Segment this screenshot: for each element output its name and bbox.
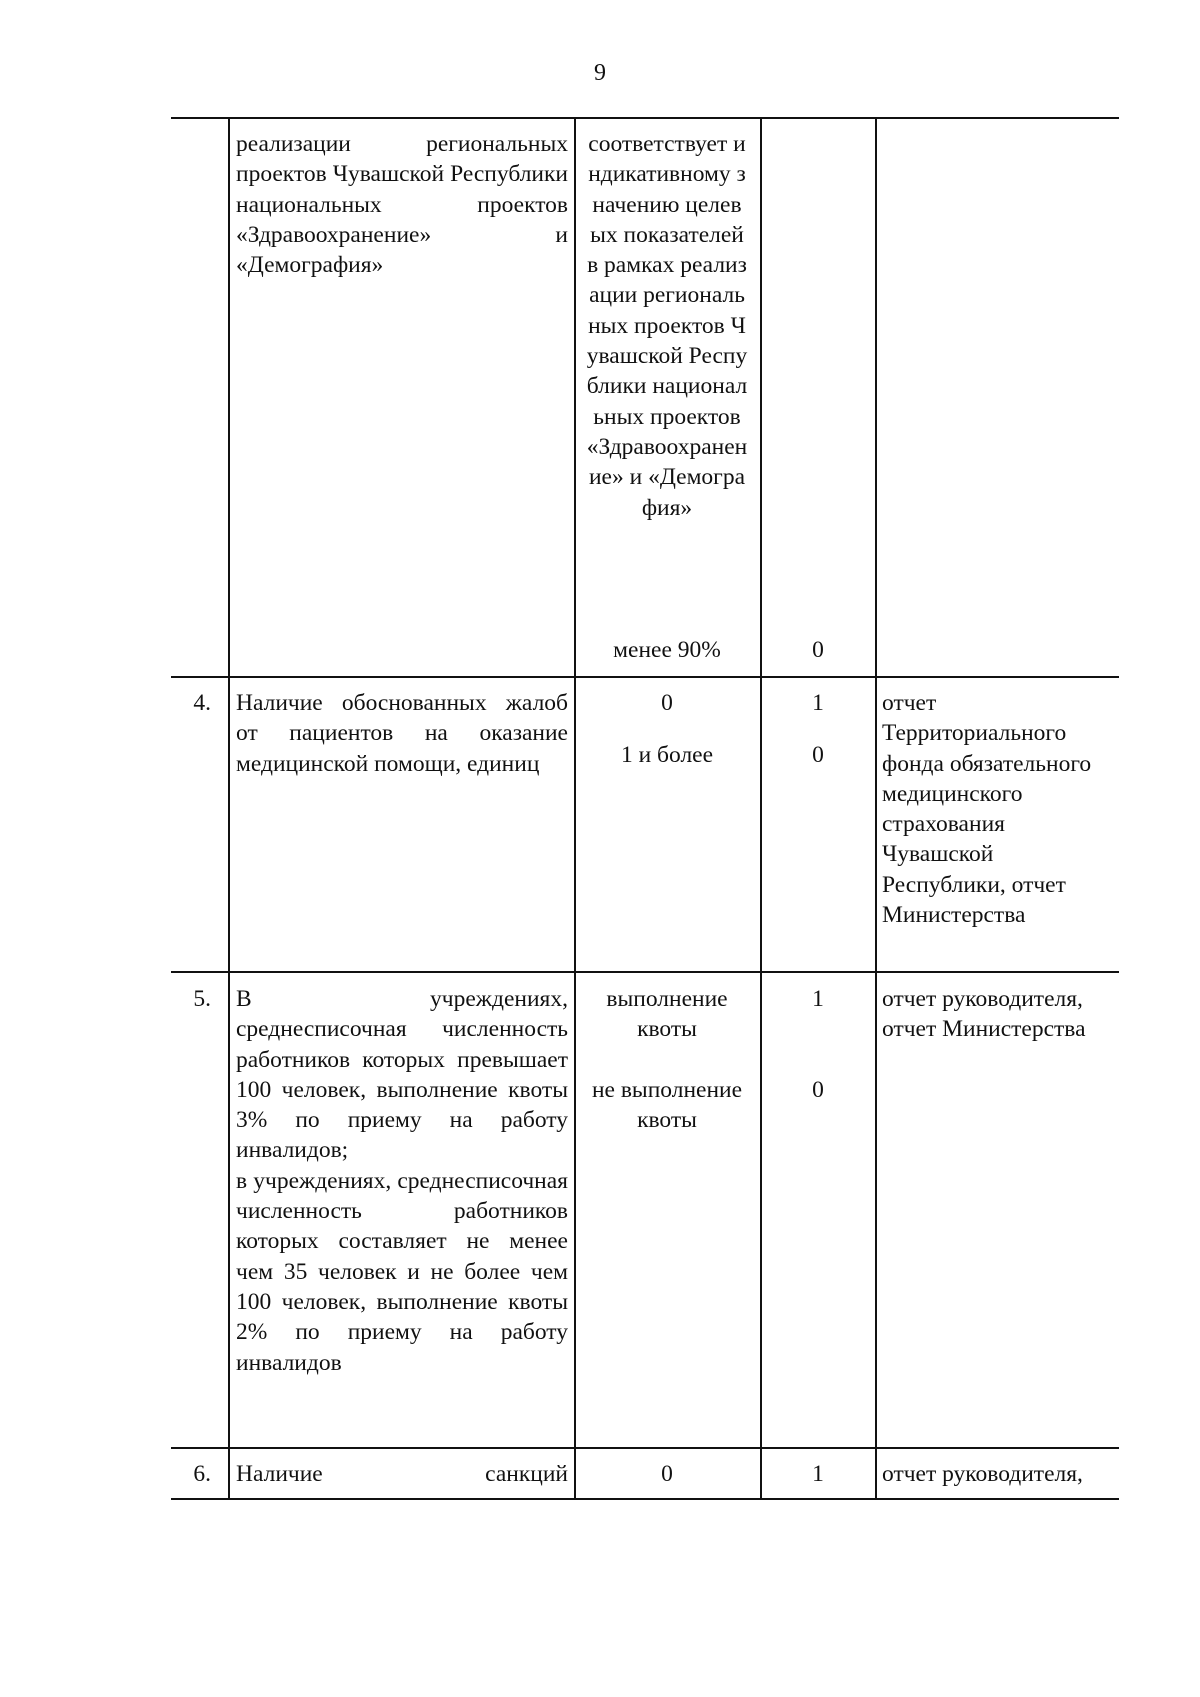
value-text: 1 и более [620, 742, 714, 768]
criterion-word: Наличие [236, 1461, 323, 1487]
table-top-border [171, 117, 1119, 119]
column-divider [875, 117, 877, 1500]
column-divider [760, 117, 762, 1500]
value-text: не выполнение квоты [591, 1077, 743, 1134]
source-text: отчет руководителя, отчет Министерства [882, 986, 1086, 1043]
column-divider [574, 117, 576, 1500]
points-text: 1 [812, 1461, 824, 1487]
page-number: 9 [594, 60, 606, 86]
points-text: 0 [812, 1077, 824, 1103]
value-text: менее 90% [613, 637, 721, 663]
criterion-text [236, 1459, 568, 1489]
source-text: отчет руководителя, [882, 1461, 1083, 1487]
criterion-word: санкций [485, 1461, 568, 1487]
row-divider [171, 1447, 1119, 1449]
value-text: 0 [661, 690, 673, 716]
table-bottom-border [171, 1498, 1119, 1500]
points-text: 1 [812, 690, 824, 716]
row-number: 6. [193, 1461, 211, 1487]
criterion-line [236, 1459, 568, 1489]
row-number: 5. [193, 986, 211, 1012]
source-text: отчет Территориального фонда обязательного медицинского страхования Чувашской Республики, отчет Министерства [882, 690, 1092, 929]
criterion-text [236, 984, 568, 1378]
criterion-part: В учреждениях, среднесписочная численность работников которых превышает 100 человек, выполнение квоты 3% по приему на работу инвалидов; [236, 986, 568, 1164]
value-text: выполнение квоты [606, 986, 728, 1043]
points-text: 1 [812, 986, 824, 1012]
row-number: 4. [193, 690, 211, 716]
criterion-part: в учреждениях, среднесписочная численность работников которых составляет не менее чем 35 человек и не более чем 100 человек, выполнение квоты 2% по приему на работу инвалидов [236, 1167, 568, 1376]
row-divider [171, 676, 1119, 678]
value-text [582, 129, 752, 523]
points-text: 0 [812, 742, 824, 768]
column-divider [228, 117, 230, 1500]
value-text: 0 [661, 1461, 673, 1487]
criterion-text: реализации региональных проектов Чувашской Республики национальных проектов «Здравоохранение» и «Демография» [236, 131, 568, 279]
points-text: 0 [812, 637, 824, 663]
value-line: соответствует индикативному значению целевых показателей в рамках реализации региональных проектов Чувашской Республики национальных проектов «Здравоохранение» и «Демография» [586, 131, 748, 521]
row-divider [171, 971, 1119, 973]
criterion-text: Наличие обоснованных жалоб от пациентов на оказание медицинской помощи, единиц [236, 690, 568, 777]
